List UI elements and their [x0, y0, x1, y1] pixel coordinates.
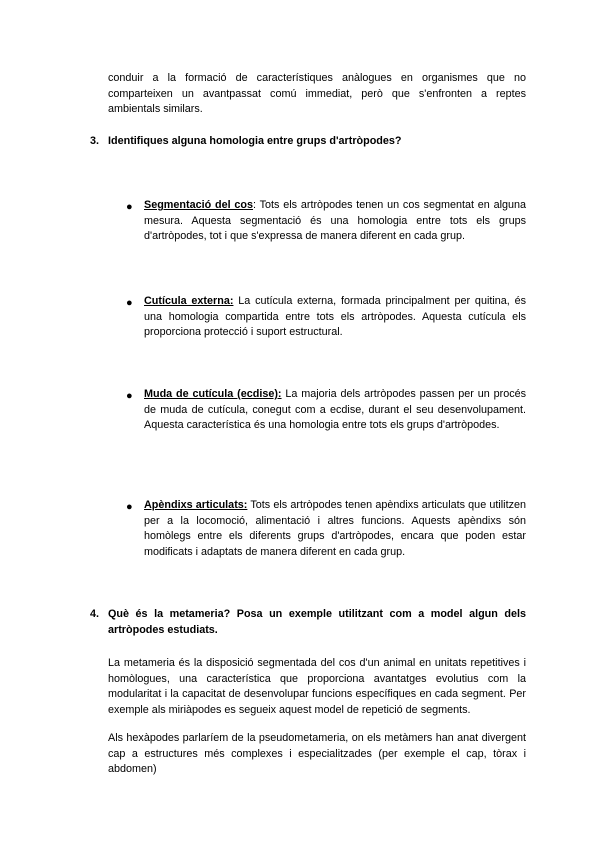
bullet-2	[144, 294, 526, 341]
bullet-2-text: La cutícula externa, formada principalment per quitina, és una homologia compartida entre tots els artròpodes. Aquesta cutícula els proporciona protecció i suport estructural.	[144, 295, 526, 338]
bullet-3	[144, 387, 526, 434]
question-3-heading: Identifiques alguna homologia entre grups d'artròpodes?	[108, 135, 402, 147]
bullet-1-text: : Tots els artròpodes tenen un cos segmentat en alguna mesura. Aquesta segmentació és una homologia entre tots els grups d'artròpodes, tot i que s'expressa de manera diferent en cada grup.	[144, 199, 527, 242]
bullet-4	[144, 498, 526, 560]
bullet-4-text: Tots els artròpodes tenen apèndixs articulats que utilitzen per a la locomoció, alimentació i altres funcions. Aquests apèndixs són homòlegs entre els diferents grups d'artròpodes, encara que poden estar modificats i adaptats de manera diferent en cada grup.	[144, 499, 526, 558]
answer-4-paragraph-2: Als hexàpodes parlaríem de la pseudometameria, on els metàmers han anat divergent cap a estructures més complexes i especialitzades (per exemple el cap, tòrax i abdomen)	[108, 732, 526, 775]
intro-paragraph: conduir a la formació de característiques anàlogues en organismes que no comparteixen un avantpassat comú immediat, però que s'enfronten a reptes ambientals similars.	[108, 72, 526, 115]
bullet-1	[144, 198, 526, 245]
question-3-number: 3.	[90, 135, 100, 147]
bullet-2-term: Cutícula externa:	[144, 295, 234, 307]
bullet-4-dot: ●	[126, 501, 133, 513]
question-4-number: 4.	[90, 608, 100, 620]
bullet-1-term: Segmentació del cos	[144, 199, 254, 211]
bullet-3-term: Muda de cutícula (ecdise):	[144, 388, 282, 400]
bullet-2-dot: ●	[126, 297, 133, 309]
bullet-4-term: Apèndixs articulats:	[144, 499, 248, 511]
answer-4-paragraph-1: La metameria és la disposició segmentada del cos d'un animal en unitats repetitives i homòlogues, una característica que proporciona avantatges evolutius com la modularitat i la capacitat de desenvolupar funcions específiques en cada segment. Per exemple als miriàpodes es segueix aquest model de repetició de segments.	[108, 657, 526, 716]
bullet-3-text: La majoria dels artròpodes passen per un procés de muda de cutícula, conegut com a ecdise, durant el seu desenvolupament. Aquesta característica és una homologia entre tots els grups d'artròpodes.	[144, 388, 526, 431]
bullet-3-dot: ●	[126, 390, 133, 402]
bullet-1-dot: ●	[126, 201, 133, 213]
question-4-heading: Què és la metameria? Posa un exemple utilitzant com a model algun dels artròpodes estudiats.	[108, 608, 526, 636]
